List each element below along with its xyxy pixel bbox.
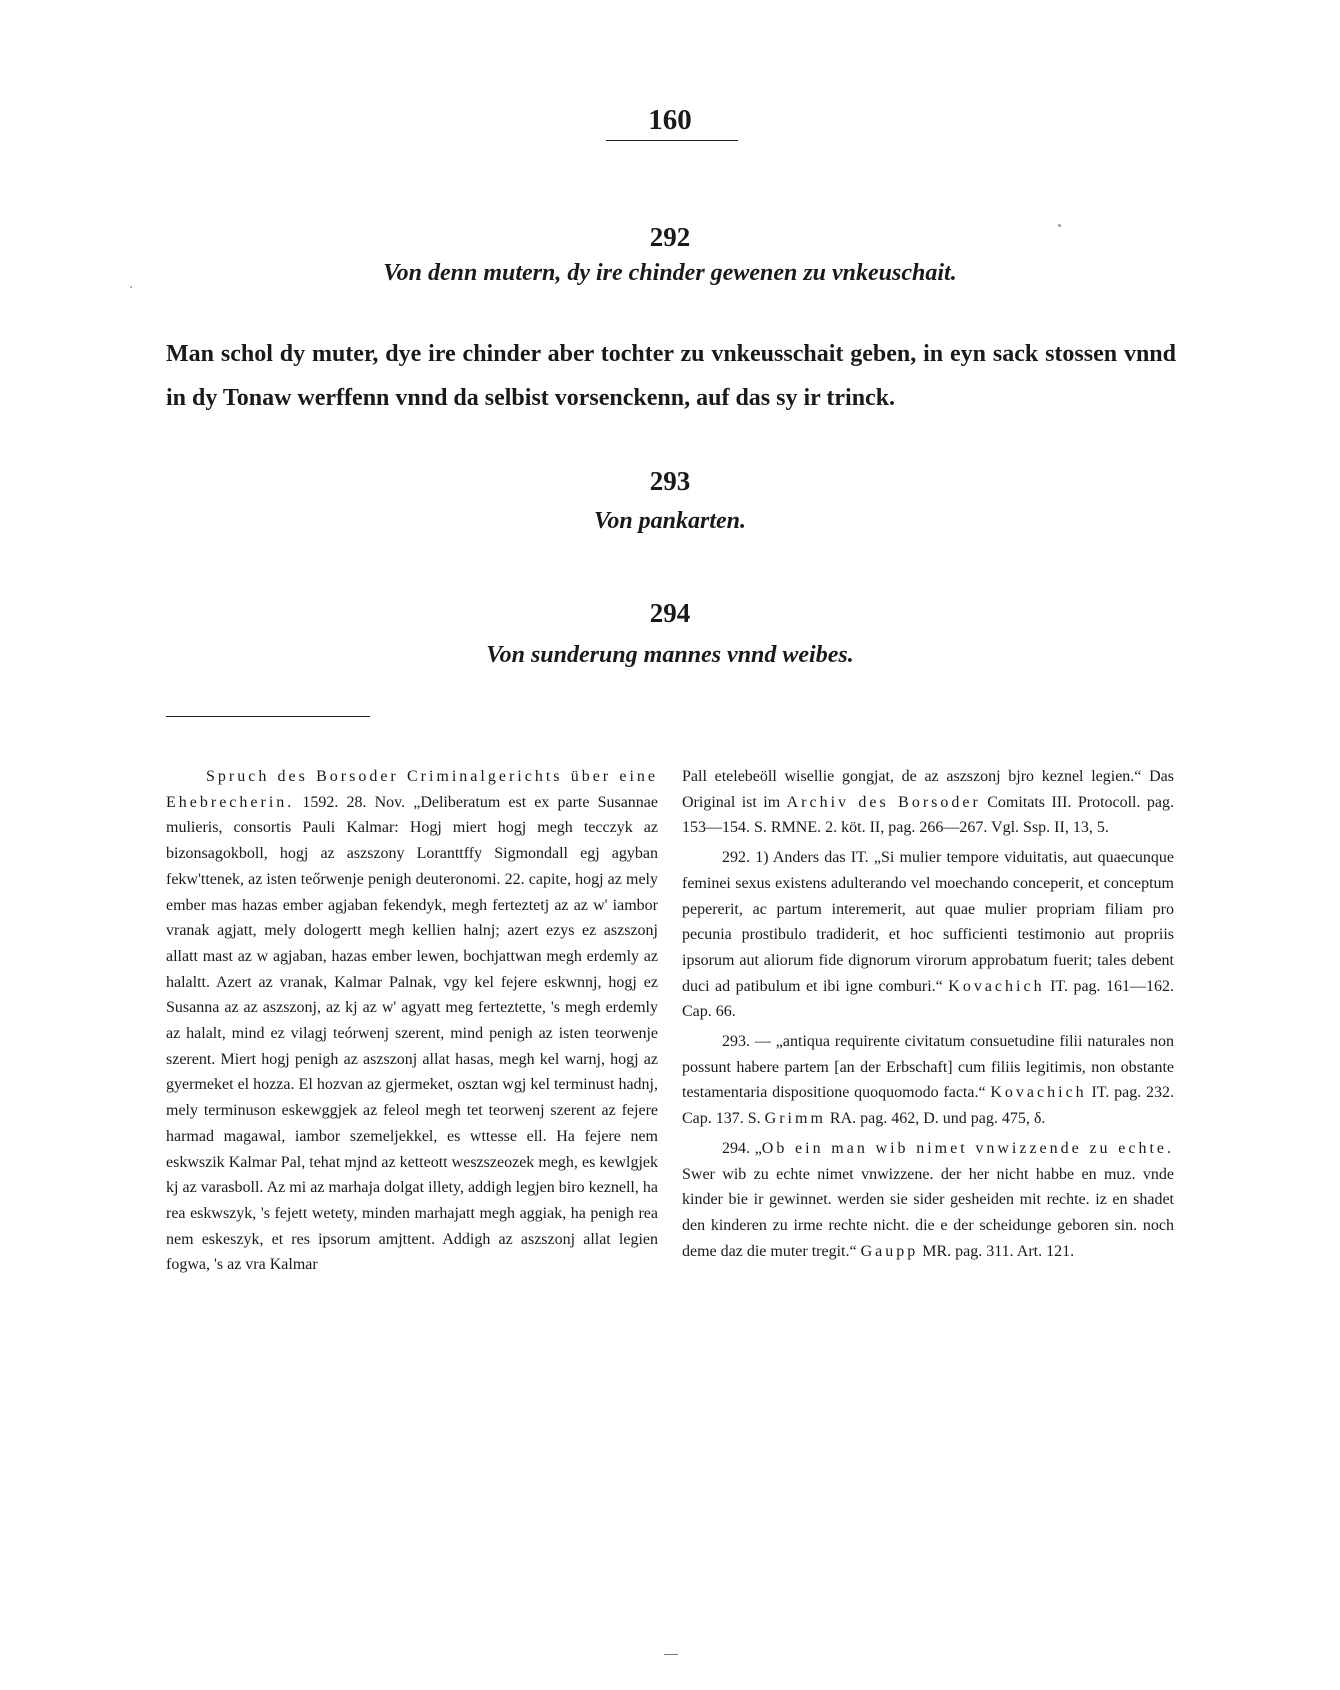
section-292-number: 292: [649, 222, 691, 252]
note-borsod-verdict: [166, 764, 658, 1278]
note-author-spaced: Gaupp: [860, 1242, 919, 1260]
notes-right-column: [682, 764, 1174, 1264]
section-292-text: Man schol dy muter, dye ire chinder aber tochter zu vnkeusschait geben, in eyn sack stossen vnnd in dy Tonaw werffenn vnnd da selbist vorsenckenn, auf das sy ir trinck.: [166, 341, 1176, 411]
notes-left-column: [166, 764, 658, 1278]
note-text: 294. „: [722, 1139, 762, 1157]
bottom-mark: [664, 1654, 678, 1655]
note-text: 1592. 28. Nov. „Deliberatum est ex parte Susannae mulieris, consortis Pauli Kalmar: Hogj miert hogj megh tecczyk az bizonsagokboll, hogj az aszszony Loranttffy Sigmondall egj agyban fekw'ttenek, az isten teőrwenje penigh deuteronomi. 22. capite, hogj az mely ember mas hazas ember agjaban fekendyk, megh ferteztetj az az w' iambor vranak agjatt, mely dologertt megh kellien halnj; azert ezys ez aszszonj allatt mast az w agjaban, hazas ember lewen, bochjattwan megh erdemly az halaltt. Azert az vranak, Kalmar Palnak, vgy kel fejere eskwnnj, hogj ez Susanna az az aszszonj, az kj az w' agyatt meg ferteztette, 's megh erdemly az halalt, mind ez vilagj teórwenj szerent, mind penigh az isten teorwenje szerent. Miert hogj penigh az aszszonj allat hasas, megh kel warnj, hogj az gyermeket el hozza. El hozvan az gjermeket, osztan wgj kel terminust hadnj, mely terminuson eskewggjek az feleol megh tet teorwenj szerent az fejere harmad magawal, iambor szemeljekkel, es wttesse ell. Ha fejere nem eskwszik Kalmar Pal, tehat mjnd az ketteott weszszeozek megh, es kewlgjek kj az varasboll. Az mi az marhaja dolgat illety, addigh legjen biro keznell, ha rea eskwszyk, 's fejett wetety, minden marhajatt megh aggiak, ha penigh rea nem eskeszyk, et res ipsorum amjttent. Addigh az aszszonj allat legien fogwa, 's az vra Kalmar: [166, 793, 658, 1274]
note-text: IT. pag. 161—162. Cap. 66.: [682, 977, 1175, 1021]
note-text: Swer wib zu echte nimet vnwizzene. der her nicht habbe en muz. vnde kinder bie ir gewinnet. werden sie sider gesheiden mit rechte. iz en shadet den kinderen zu irme rechte nicht. die e der scheidunge geboren sin. noch deme daz die muter tregit.“: [682, 1165, 1174, 1260]
speck: [1058, 224, 1061, 227]
section-293-title: Von pankarten.: [593, 508, 747, 534]
note-author-spaced: Kovachich: [948, 977, 1045, 995]
footnote-rule: [166, 716, 370, 717]
note-text: Comitats III. Protocoll. pag. 153—154. S. RMNE. 2. köt. II, pag. 266—267. Vgl. Ssp. II, 13, 5.: [682, 793, 1175, 837]
page-number: 160: [648, 104, 692, 136]
note-author-spaced: Kovachich: [990, 1084, 1087, 1102]
note-archive-spaced: Archiv des Borsoder: [786, 793, 981, 811]
note-text: MR. pag. 311. Art. 121.: [922, 1242, 1075, 1260]
note-quote-spaced: Ob ein man wib nimet vnwizzende zu echte.: [761, 1139, 1174, 1157]
note-text: IT. pag. 232. Cap. 137. S.: [682, 1084, 1175, 1128]
section-293-number: 293: [649, 466, 691, 496]
speck: [130, 286, 132, 288]
note-author-spaced: Grimm: [764, 1110, 826, 1128]
note-text: 293. — „antiqua requirente civitatum consuetudine filii naturales non possunt habere partem [an der Erbschaft] cum filiis legitimis, non obstante testamentaria dispositione quoquomodo facta.“: [682, 1033, 1174, 1102]
note-text: Pall etelebeöll wisellie gongjat, de az aszszonj bjro keznel legien.“ Das Original ist im: [682, 768, 1174, 811]
note-292: [682, 845, 1174, 1025]
note-text: 292. 1) Anders das IT. „Si mulier tempore viduitatis, aut quaecunque feminei sexus existens adulterando vel moechando conceperit, et conceptum pepererit, ac partum interemerit, aut quae mulier propriam filiam pro pecunia prostibulo tradiderit, et hoc sufficienti testimonio aut propriis ipsorum aut aliorum fide dignorum virorum approbatum fuerit; tales debent duci ad patibulum et ibi igne comburi.“: [682, 849, 1174, 995]
section-294-number: 294: [649, 598, 691, 628]
note-294: [682, 1136, 1174, 1265]
note-text: RA. pag. 462, D. und pag. 475, δ.: [829, 1110, 1046, 1128]
page-number-rule: [606, 140, 738, 141]
section-292-title: Von denn mutern, dy ire chinder gewenen zu vnkeuschait.: [383, 260, 957, 286]
section-294-title: Von sunderung mannes vnnd weibes.: [486, 642, 854, 668]
note-heading: Spruch des Borsoder Criminalgerichts über eine Ehebrecherin.: [166, 768, 658, 811]
note-293: [682, 1029, 1174, 1132]
note-borsod-continued: [682, 764, 1174, 841]
